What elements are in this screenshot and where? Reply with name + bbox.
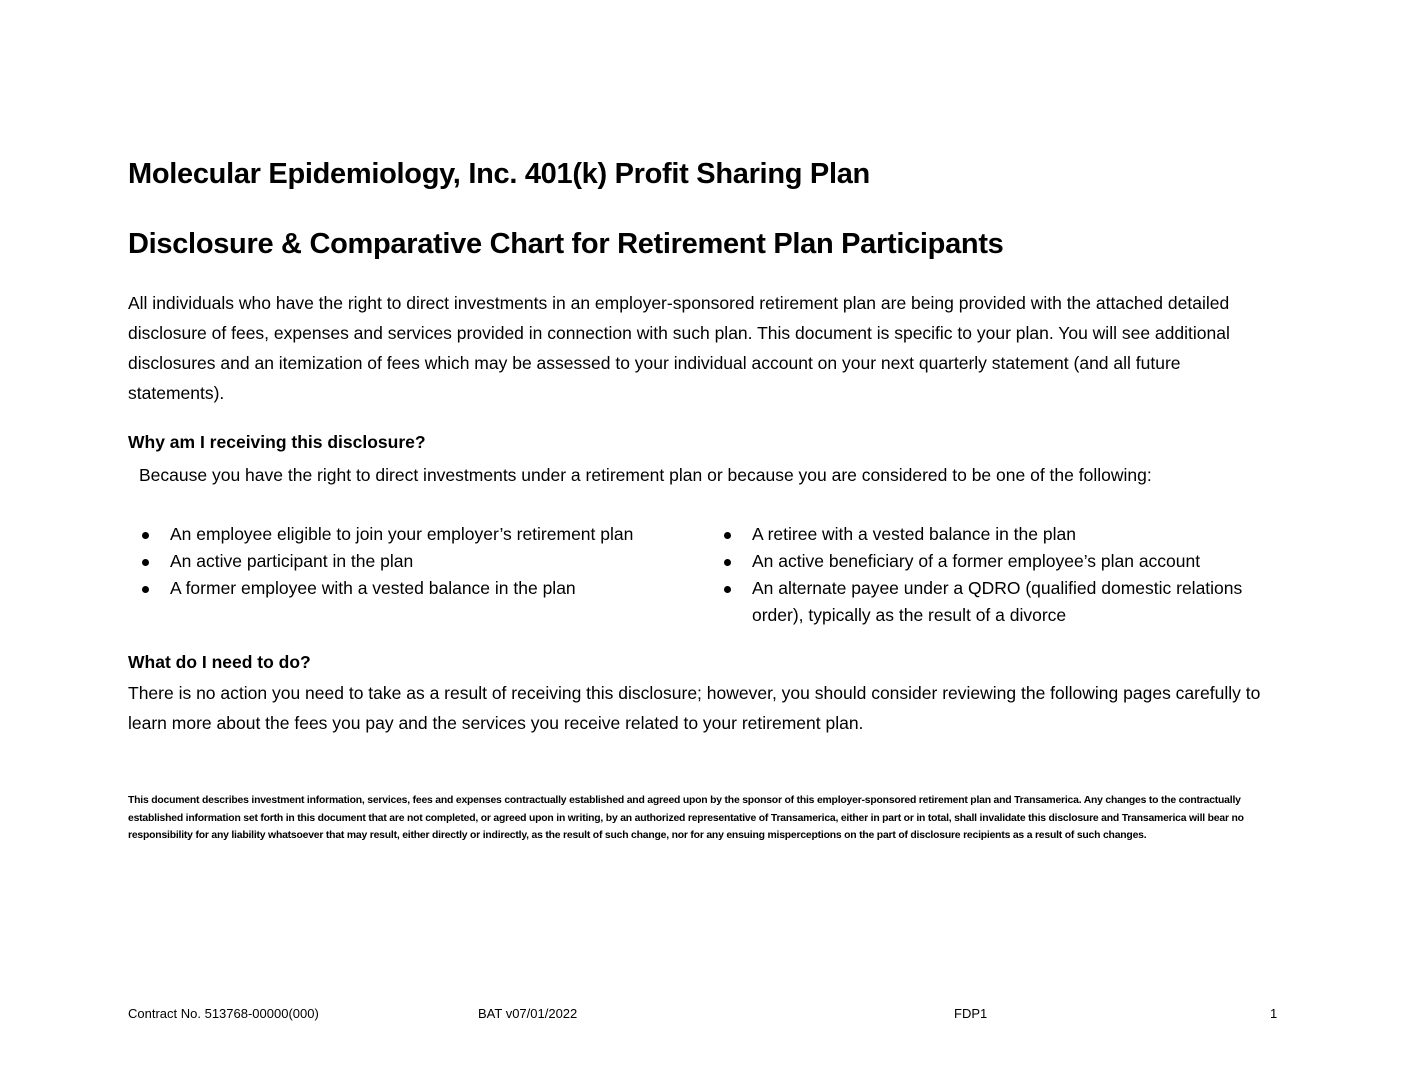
bullet-icon — [142, 532, 149, 539]
list-item: An active beneficiary of a former employee’s plan account — [722, 548, 1282, 575]
list-item: An employee eligible to join your employer’s retirement plan — [140, 521, 720, 548]
footer-form-code: FDP1 — [954, 1006, 988, 1021]
list-item: An alternate payee under a QDRO (qualified domestic relations order), typically as the result of a divorce — [722, 575, 1282, 629]
footer-contract-number: Contract No. 513768-00000(000) — [128, 1006, 319, 1021]
list-item: A former employee with a vested balance in the plan — [140, 575, 720, 602]
bullet-icon — [724, 586, 731, 593]
bullet-icon — [142, 559, 149, 566]
todo-heading: What do I need to do? — [128, 652, 311, 672]
why-paragraph: Because you have the right to direct investments under a retirement plan or because you are considered to be one of the following: — [139, 465, 1152, 485]
list-item: A retiree with a vested balance in the plan — [722, 521, 1282, 548]
why-heading: Why am I receiving this disclosure? — [128, 432, 426, 452]
bullet-icon — [724, 532, 731, 539]
todo-paragraph: There is no action you need to take as a result of receiving this disclosure; however, you should consider reviewing the following pages carefully to learn more about the fees you pay and the services you receive related to your retirement plan. — [128, 683, 1261, 733]
plan-name-title: Molecular Epidemiology, Inc. 401(k) Profit Sharing Plan — [128, 158, 870, 190]
bullet-list-left — [140, 521, 720, 602]
list-item: An active participant in the plan — [140, 548, 720, 575]
intro-paragraph: All individuals who have the right to direct investments in an employer-sponsored retirement plan are being provided with the attached detailed disclosure of fees, expenses and services provided in connection with such plan. This document is specific to your plan. You will see additional disclosures and an itemization of fees which may be assessed to your individual account on your next quarterly statement (and all future statements). — [128, 293, 1230, 403]
footer-version: BAT v07/01/2022 — [478, 1006, 578, 1021]
fine-print-disclaimer: This document describes investment information, services, fees and expenses contractually established and agreed upon by the sponsor of this employer-sponsored retirement plan and Transamerica. Any changes to the contractually established information set forth in this document that are not completed, or agreed upon in writing, by an authorized representative of Transamerica, either in part or in total, shall invalidate this disclosure and Transamerica will bear no responsibility for any liability whatsoever that may result, either directly or indirectly, as the result of such change, nor for any ensuing misperceptions on the part of disclosure recipients as a result of such changes. — [128, 795, 1244, 841]
footer-page-number: 1 — [1270, 1006, 1278, 1021]
bullet-icon — [724, 559, 731, 566]
bullet-list-right — [722, 521, 1282, 629]
bullet-icon — [142, 586, 149, 593]
document-title: Disclosure & Comparative Chart for Retirement Plan Participants — [128, 228, 1004, 260]
